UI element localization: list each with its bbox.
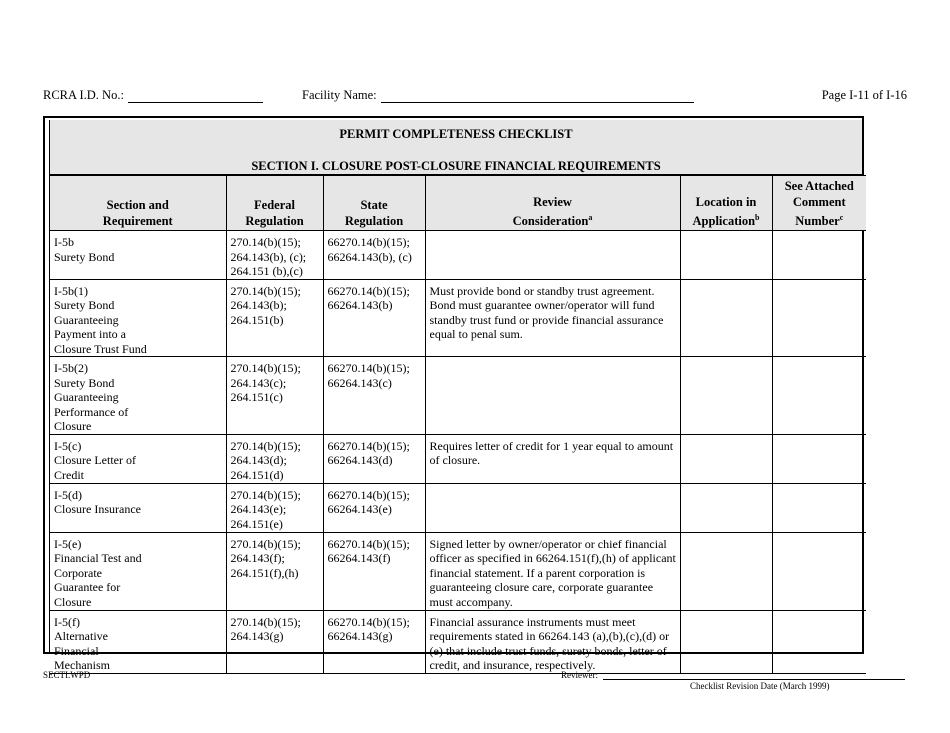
col-attached-comment-number: See Attached Comment Number$^c$ — [772, 176, 866, 231]
location-in-application-cell[interactable] — [680, 483, 772, 532]
attached-comment-number-cell[interactable] — [772, 231, 866, 280]
federal-regulation-cell: 270.14(b)(15); 264.143(b); 264.151(b) — [226, 279, 323, 357]
section-id: I-5(e) — [54, 536, 82, 551]
col-section-requirement: Section and Requirement — [50, 176, 226, 231]
table-row — [50, 434, 866, 483]
attached-comment-number-cell[interactable] — [772, 532, 866, 610]
header-row — [50, 176, 866, 231]
state-regulation-cell: 66270.14(b)(15); 66264.143(g) — [323, 610, 425, 673]
federal-regulation-cell: 270.14(b)(15); 264.143(f); 264.151(f),(h) — [226, 532, 323, 610]
review-consideration-cell: Requires letter of credit for 1 year equal to amount of closure. — [425, 434, 680, 483]
location-in-application-cell[interactable] — [680, 532, 772, 610]
reviewer-label: Reviewer: — [561, 670, 598, 680]
federal-regulation-cell: 270.14(b)(15); 264.143(c); 264.151(c) — [226, 357, 323, 435]
review-consideration-cell — [425, 357, 680, 435]
requirement-text: Alternative Financial Mechanism — [54, 629, 110, 673]
requirement-text: Surety Bond Guaranteeing Payment into a Closure Trust Fund — [54, 298, 147, 356]
section-requirement-cell — [50, 434, 226, 483]
location-in-application-cell[interactable] — [680, 357, 772, 435]
section-requirement-cell — [50, 231, 226, 280]
file-name: SECTI.WPD — [43, 670, 91, 680]
location-in-application-cell[interactable] — [680, 434, 772, 483]
federal-regulation-cell: 270.14(b)(15); 264.143(g) — [226, 610, 323, 673]
requirement-text: Surety Bond Guaranteeing Performance of Closure — [54, 375, 129, 434]
requirement-text: Closure Letter of Credit — [54, 453, 136, 482]
facility-name-blank[interactable] — [381, 90, 694, 103]
state-regulation-cell: 66270.14(b)(15); 66264.143(b) — [323, 279, 425, 357]
review-consideration-cell — [425, 231, 680, 280]
section-id: I-5(f) — [54, 614, 80, 629]
location-in-application-cell[interactable] — [680, 231, 772, 280]
section-id: I-5(c) — [54, 438, 82, 453]
location-in-application-cell[interactable] — [680, 610, 772, 673]
section-id: I-5(d) — [54, 487, 82, 502]
section-requirement-cell — [50, 610, 226, 673]
attached-comment-number-cell[interactable] — [772, 279, 866, 357]
review-consideration-cell: Must provide bond or standby trust agreement. Bond must guarantee owner/operator will fund standby trust fund or provide financial assurance equal to penal sum. — [425, 279, 680, 357]
page-number: Page I-11 of I-16 — [821, 88, 907, 102]
section-id: I-5b — [54, 235, 74, 250]
rcra-id-label: RCRA I.D. No.: — [43, 88, 124, 102]
federal-regulation-cell: 270.14(b)(15); 264.143(e); 264.151(e) — [226, 483, 323, 532]
state-regulation-cell: 66270.14(b)(15); 66264.143(f) — [323, 532, 425, 610]
rcra-id-blank[interactable] — [128, 90, 263, 103]
checklist-title: PERMIT COMPLETENESS CHECKLIST — [339, 127, 573, 141]
section-id: I-5b(2) — [54, 361, 88, 376]
review-consideration-cell: Signed letter by owner/operator or chief financial officer as specified in 66264.151(f),(h) of applicant financial statement. If a parent corporation is guaranteeing closure care, corporate guarantee must accompany. — [425, 532, 680, 610]
section-requirement-cell — [50, 357, 226, 435]
facility-name-field[interactable] — [302, 88, 694, 103]
reviewer-blank[interactable] — [603, 670, 905, 680]
federal-regulation-cell: 270.14(b)(15); 264.143(d); 264.151(d) — [226, 434, 323, 483]
location-in-application-cell[interactable] — [680, 279, 772, 357]
state-regulation-cell: 66270.14(b)(15); 66264.143(e) — [323, 483, 425, 532]
rcra-id-field[interactable] — [43, 88, 263, 103]
col-federal-regulation: Federal Regulation — [226, 176, 323, 231]
col-state-regulation: State Regulation — [323, 176, 425, 231]
section-id: I-5b(1) — [54, 283, 88, 298]
table-row — [50, 610, 866, 673]
table-row — [50, 532, 866, 610]
review-consideration-cell — [425, 483, 680, 532]
federal-regulation-cell: 270.14(b)(15); 264.143(b), (c); 264.151 (b),(c) — [226, 231, 323, 280]
table-row — [50, 231, 866, 280]
title-band — [50, 120, 862, 175]
table-row — [50, 357, 866, 435]
checklist-table — [50, 175, 866, 674]
checklist-frame — [43, 116, 864, 673]
table-row — [50, 483, 866, 532]
reviewer-field[interactable] — [561, 670, 905, 680]
col-location-in-application: Location in Application$^b$ — [680, 176, 772, 231]
section-requirement-cell — [50, 279, 226, 357]
col-review-consideration: Review Consideration$^a$ — [425, 176, 680, 231]
attached-comment-number-cell[interactable] — [772, 434, 866, 483]
section-title: SECTION I. CLOSURE POST-CLOSURE FINANCIAL REQUIREMENTS — [251, 159, 661, 173]
revision-date: Checklist Revision Date (March 1999) — [690, 681, 830, 691]
requirement-text: Closure Insurance — [54, 502, 141, 517]
section-requirement-cell — [50, 483, 226, 532]
state-regulation-cell: 66270.14(b)(15); 66264.143(b), (c) — [323, 231, 425, 280]
attached-comment-number-cell[interactable] — [772, 357, 866, 435]
requirement-text: Financial Test and Corporate Guarantee for Closure — [54, 551, 142, 609]
facility-name-label: Facility Name: — [302, 88, 377, 102]
requirement-text: Surety Bond — [54, 249, 115, 264]
section-requirement-cell — [50, 532, 226, 610]
attached-comment-number-cell[interactable] — [772, 610, 866, 673]
review-consideration-cell: Financial assurance instruments must meet requirements stated in 66264.143 (a),(b),(c),(d) or (e) that include trust funds, surety bonds, letter of credit, and insurance, respectively. — [425, 610, 680, 673]
state-regulation-cell: 66270.14(b)(15); 66264.143(c) — [323, 357, 425, 435]
attached-comment-number-cell[interactable] — [772, 483, 866, 532]
state-regulation-cell: 66270.14(b)(15); 66264.143(d) — [323, 434, 425, 483]
table-row — [50, 279, 866, 357]
